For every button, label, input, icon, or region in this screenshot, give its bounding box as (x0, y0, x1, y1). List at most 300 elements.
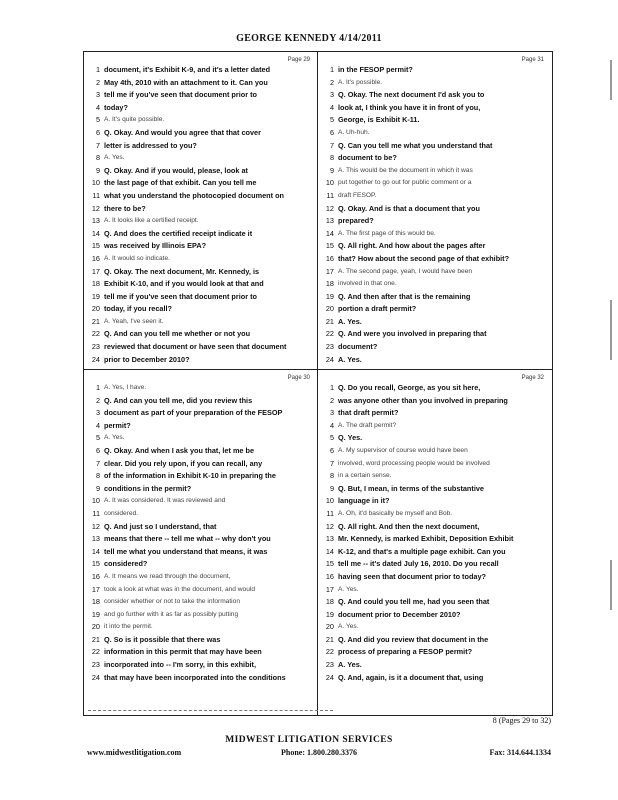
transcript-line (84, 215, 316, 228)
line-text: took a look at what was in the document, and would (104, 585, 256, 593)
line-text: Q. And were you involved in preparing that (338, 329, 487, 339)
line-text: A. The first page of this would be. (338, 229, 436, 237)
line-number: 10 (325, 178, 334, 188)
line-number: 22 (91, 329, 100, 339)
line-number: 22 (325, 329, 334, 339)
line-text: draft FESOP. (338, 191, 377, 199)
transcript-line (84, 659, 316, 672)
transcript-grid (83, 51, 553, 716)
transcript-line (84, 445, 316, 458)
transcript-line (84, 278, 316, 291)
line-number: 15 (91, 559, 100, 569)
line-text: A. Yes, I have. (104, 384, 147, 391)
line-text: it into the permit. (104, 623, 153, 631)
line-text: information in this permit that may have been (104, 647, 262, 657)
transcript-line (84, 546, 316, 559)
page-label: Page 30 (287, 375, 310, 381)
transcript-line (318, 395, 550, 408)
line-number: 13 (325, 534, 334, 544)
page-label: Page 29 (287, 57, 310, 63)
line-number: 5 (329, 115, 334, 125)
line-text: today? (104, 102, 128, 112)
line-number: 19 (91, 291, 100, 301)
transcript-line (318, 672, 550, 685)
transcript-line (318, 445, 550, 458)
line-number: 12 (325, 203, 334, 213)
transcript-line (318, 621, 550, 634)
transcript-line (84, 508, 316, 521)
line-text: process of preparing a FESOP permit? (338, 647, 473, 657)
line-number: 8 (329, 471, 334, 481)
line-text: Q. Can you tell me what you understand that (338, 140, 493, 150)
line-number: 16 (325, 253, 334, 263)
line-number: 14 (325, 228, 334, 238)
line-number: 11 (92, 190, 100, 200)
line-number: 15 (325, 559, 334, 569)
line-text: Q. And does the certified receipt indicate it (104, 228, 253, 238)
line-number: 10 (91, 496, 100, 506)
line-number: 24 (91, 354, 100, 364)
line-text: tell me what you understand that means, it was (104, 546, 268, 556)
line-number: 13 (91, 216, 100, 226)
line-text: in a certain sense. (338, 472, 392, 480)
line-number: 1 (95, 383, 100, 392)
line-number: 2 (329, 77, 334, 87)
line-number: 23 (91, 342, 100, 352)
line-number: 4 (95, 102, 100, 112)
line-number: 17 (91, 584, 100, 594)
line-number: 23 (91, 660, 100, 670)
line-text: A. Yes. (338, 316, 362, 326)
transcript-line (84, 253, 316, 266)
transcript-line (318, 558, 550, 571)
transcript-line (318, 303, 550, 316)
line-number: 3 (329, 90, 334, 100)
line-text: the last page of that exhibit. Can you tell me (104, 178, 257, 188)
transcript-line (84, 634, 316, 647)
line-text: A. Yes. (338, 623, 359, 631)
scan-edge-mark (610, 560, 612, 610)
transcript-line (318, 102, 550, 115)
line-number: 7 (329, 140, 334, 150)
line-text: Q. All right. And how about the pages after (338, 241, 486, 251)
transcript-line (84, 127, 316, 140)
transcript-line (84, 395, 316, 408)
transcript-lines (84, 64, 316, 366)
line-number: 22 (325, 647, 334, 657)
line-text: was received by Illinois EPA? (104, 241, 207, 251)
line-text: considered? (104, 559, 148, 569)
line-number: 18 (91, 279, 100, 289)
transcript-line (318, 546, 550, 559)
transcript-line (318, 495, 550, 508)
transcript-line (318, 203, 550, 216)
line-text: A. Yes. (338, 660, 362, 670)
line-text: what you understand the photocopied document on (104, 190, 284, 200)
transcript-line (84, 533, 316, 546)
line-text: involved, word processing people would be involved (338, 459, 490, 467)
transcript-line (84, 316, 316, 329)
transcript-line (84, 64, 316, 77)
transcript-page-29 (84, 52, 316, 368)
line-text: Q. So is it possible that there was (104, 634, 221, 644)
line-text: Exhibit K-10, and if you would look at that and (104, 279, 264, 289)
company-name: MIDWEST LITIGATION SERVICES (225, 735, 393, 745)
line-text: A. The draft permit? (338, 421, 397, 429)
line-number: 7 (329, 458, 334, 468)
line-number: 20 (325, 622, 334, 632)
transcript-line (84, 328, 316, 341)
line-number: 21 (325, 634, 334, 644)
line-text: Q. And could you tell me, had you seen that (338, 597, 490, 607)
transcript-line (84, 432, 316, 445)
transcript-line (318, 634, 550, 647)
line-number: 18 (91, 597, 100, 607)
transcript-line (318, 127, 550, 140)
line-text: prepared? (338, 216, 374, 226)
transcript-line (318, 316, 550, 329)
transcript-line (84, 102, 316, 115)
line-text: A. My supervisor of course would have been (338, 446, 468, 454)
transcript-line (318, 228, 550, 241)
transcript-line (318, 508, 550, 521)
line-text: Q. And, again, is it a document that, using (338, 672, 484, 682)
line-text: reviewed that document or have seen that document (104, 342, 287, 352)
line-number: 14 (91, 228, 100, 238)
line-number: 10 (325, 496, 334, 506)
line-text: tell me if you've seen that document prior to (104, 291, 257, 301)
line-number: 13 (325, 216, 334, 226)
line-number: 2 (95, 395, 100, 405)
line-number: 18 (325, 279, 334, 289)
transcript-line (318, 77, 550, 90)
transcript-line (84, 495, 316, 508)
line-text: clear. Did you rely upon, if you can recall, any (104, 458, 263, 468)
line-text: language in it? (338, 496, 390, 506)
line-text: document to be? (338, 153, 397, 163)
line-text: Q. But, I mean, in terms of the substantive (338, 483, 484, 493)
document-title: GEORGE KENNEDY 4/14/2011 (236, 33, 382, 44)
transcript-line (84, 521, 316, 534)
fax-number: Fax: 314.644.1334 (489, 748, 551, 757)
line-number: 4 (329, 102, 334, 112)
line-text: portion a draft permit? (338, 304, 417, 314)
line-number: 22 (91, 647, 100, 657)
line-text: today, if you recall? (104, 304, 172, 314)
transcript-line (318, 584, 550, 597)
line-number: 20 (91, 304, 100, 314)
line-text: Q. Yes. (338, 433, 363, 443)
transcript-line (318, 190, 550, 203)
line-number: 14 (325, 546, 334, 556)
line-text: K-12, and that's a multiple page exhibit. Can you (338, 546, 506, 556)
transcript-line (84, 382, 316, 395)
transcript-line (84, 240, 316, 253)
line-number: 11 (92, 508, 100, 518)
line-text: Q. Do you recall, George, as you sit here, (338, 383, 481, 392)
line-number: 16 (325, 571, 334, 581)
line-text: A. Oh, it'd basically be myself and Bob. (338, 509, 453, 517)
transcript-page-30 (84, 370, 316, 686)
page-label: Page 32 (521, 375, 544, 381)
transcript-line (84, 558, 316, 571)
line-text: A. Yes. (104, 434, 125, 442)
line-text: document? (338, 342, 378, 352)
line-number: 23 (325, 342, 334, 352)
line-number: 2 (329, 395, 334, 405)
transcript-line (318, 89, 550, 102)
transcript-line (84, 672, 316, 685)
line-text: A. It's possible. (338, 78, 383, 86)
line-text: tell me if you've seen that document prior to (104, 90, 257, 100)
transcript-line (84, 341, 316, 354)
transcript-line (318, 328, 550, 341)
line-number: 7 (95, 140, 100, 150)
transcript-line (84, 228, 316, 241)
line-number: 9 (329, 483, 334, 493)
transcript-line (84, 584, 316, 597)
transcript-line (318, 114, 550, 127)
line-number: 3 (329, 408, 334, 418)
transcript-line (84, 140, 316, 153)
transcript-line (84, 203, 316, 216)
line-text: A. It would so indicate. (104, 254, 170, 262)
transcript-line (84, 596, 316, 609)
line-text: A. This would be the document in which it was (338, 166, 473, 174)
transcript-line (318, 659, 550, 672)
line-text: Q. All right. And then the next document, (338, 521, 480, 531)
line-number: 1 (329, 383, 334, 392)
line-text: A. Yes. (338, 354, 362, 364)
transcript-line (318, 240, 550, 253)
line-text: Q. Okay. And would you agree that that cover (104, 127, 261, 137)
line-number: 20 (91, 622, 100, 632)
transcript-line (318, 521, 550, 534)
line-number: 23 (325, 660, 334, 670)
line-text: A. The second page, yeah, I would have been (338, 267, 473, 275)
line-number: 3 (95, 90, 100, 100)
line-text: Q. Okay. The next document I'd ask you to (338, 90, 485, 100)
line-text: A. Uh-huh. (338, 128, 370, 136)
line-number: 8 (95, 471, 100, 481)
line-number: 10 (91, 178, 100, 188)
line-number: 17 (91, 266, 100, 276)
line-text: incorporated into -- I'm sorry, in this exhibit, (104, 660, 257, 670)
transcript-line (318, 533, 550, 546)
transcript-line (318, 64, 550, 77)
line-number: 14 (91, 546, 100, 556)
line-number: 4 (95, 420, 100, 430)
line-text: consider whether or not to take the information (104, 598, 240, 606)
transcript-page-31 (318, 52, 550, 368)
transcript-line (84, 483, 316, 496)
line-number: 9 (329, 165, 334, 175)
line-number: 19 (325, 609, 334, 619)
transcript-line (84, 571, 316, 584)
line-number: 24 (91, 672, 100, 682)
transcript-line (84, 291, 316, 304)
line-number: 24 (325, 354, 334, 364)
line-text: A. Yeah, I've seen it. (104, 317, 164, 325)
line-number: 12 (91, 203, 100, 213)
transcript-line (318, 253, 550, 266)
transcript-line (84, 165, 316, 178)
line-number: 17 (325, 584, 334, 594)
line-number: 17 (325, 266, 334, 276)
transcript-line (318, 266, 550, 279)
transcript-line (84, 646, 316, 659)
line-text: Q. Okay. And when I ask you that, let me be (104, 445, 255, 455)
transcript-line (318, 177, 550, 190)
line-number: 12 (91, 521, 100, 531)
transcript-line (84, 609, 316, 622)
line-text: A. It was considered. It was reviewed and (104, 497, 226, 505)
line-number: 1 (329, 65, 334, 74)
transcript-lines (318, 382, 550, 684)
transcript-line (84, 114, 316, 127)
line-text: was anyone other than you involved in preparing (338, 395, 508, 405)
line-text: Q. And can you tell me whether or not you (104, 329, 251, 339)
line-text: Mr. Kennedy, is marked Exhibit, Deposition Exhibit (338, 534, 514, 544)
line-text: A. Yes. (338, 585, 359, 593)
line-text: Q. And then after that is the remaining (338, 291, 471, 301)
transcript-line (318, 165, 550, 178)
transcript-line (318, 215, 550, 228)
line-text: having seen that document prior to today? (338, 571, 486, 581)
line-number: 18 (325, 597, 334, 607)
transcript-line (318, 278, 550, 291)
line-number: 6 (329, 127, 334, 137)
line-text: A. It looks like a certified receipt. (104, 217, 199, 225)
line-text: document prior to December 2010? (338, 609, 461, 619)
line-number: 21 (91, 634, 100, 644)
transcript-line (318, 571, 550, 584)
line-number: 6 (95, 127, 100, 137)
line-text: Q. And can you tell me, did you review this (104, 395, 253, 405)
transcript-line (84, 354, 316, 367)
transcript-line (84, 303, 316, 316)
line-text: that? How about the second page of that exhibit? (338, 253, 510, 263)
line-number: 9 (95, 165, 100, 175)
transcript-line (318, 140, 550, 153)
line-text: tell me -- it's dated July 16, 2010. Do you recall (338, 559, 499, 569)
transcript-line (318, 382, 550, 395)
line-number: 8 (95, 153, 100, 163)
line-number: 19 (91, 609, 100, 619)
line-number: 16 (91, 571, 100, 581)
transcript-page-32 (318, 370, 550, 686)
scan-edge-mark (610, 300, 612, 360)
line-text: document, it's Exhibit K-9, and it's a letter dated (104, 65, 271, 74)
transcript-line (318, 291, 550, 304)
line-text: there to be? (104, 203, 146, 213)
line-number: 5 (329, 433, 334, 443)
transcript-line (318, 470, 550, 483)
line-number: 20 (325, 304, 334, 314)
line-text: letter is addressed to you? (104, 140, 197, 150)
line-text: put together to go out for public comment or a (338, 179, 472, 187)
transcript-line (84, 407, 316, 420)
line-number: 9 (95, 483, 100, 493)
line-number: 11 (326, 508, 334, 518)
line-number: 5 (95, 115, 100, 125)
line-number: 6 (95, 445, 100, 455)
transcript-line (84, 458, 316, 471)
line-text: of the information in Exhibit K-10 in preparing the (104, 471, 276, 481)
line-text: conditions in the permit? (104, 483, 192, 493)
line-text: A. It's quite possible. (104, 116, 165, 124)
line-text: permit? (104, 420, 131, 430)
line-text: considered. (104, 509, 139, 517)
transcript-line (318, 646, 550, 659)
line-number: 2 (95, 77, 100, 87)
website-link[interactable]: www.midwestlitigation.com (87, 748, 182, 757)
transcript-line (318, 432, 550, 445)
line-text: May 4th, 2010 with an attachment to it. Can you (104, 77, 268, 87)
line-number: 13 (91, 534, 100, 544)
transcript-line (318, 354, 550, 367)
line-number: 5 (95, 433, 100, 443)
transcript-lines (318, 64, 550, 366)
line-text: that may have been incorporated into the conditions (104, 672, 286, 682)
line-text: Q. And did you review that document in the (338, 634, 489, 644)
line-text: Q. And just so I understand, that (104, 521, 217, 531)
line-number: 12 (325, 521, 334, 531)
line-number: 1 (95, 65, 100, 74)
transcript-line (318, 420, 550, 433)
transcript-line (318, 483, 550, 496)
phone-number: Phone: 1.800.280.3376 (281, 748, 357, 757)
line-text: involved in that one. (338, 280, 397, 288)
transcript-line (84, 77, 316, 90)
scan-artifact-line (88, 710, 333, 711)
transcript-line (84, 89, 316, 102)
transcript-line (318, 596, 550, 609)
line-number: 15 (325, 241, 334, 251)
line-number: 21 (325, 316, 334, 326)
line-text: means that there -- tell me what -- why don't you (104, 534, 271, 544)
line-text: Q. Okay. And is that a document that you (338, 203, 480, 213)
line-text: Q. Okay. And if you would, please, look at (104, 165, 248, 175)
line-number: 16 (91, 253, 100, 263)
line-number: 19 (325, 291, 334, 301)
transcript-line (318, 458, 550, 471)
transcript-line (318, 341, 550, 354)
line-number: 7 (95, 458, 100, 468)
line-text: look at, I think you have it in front of you, (338, 102, 481, 112)
page-label: Page 31 (521, 57, 544, 63)
transcript-line (84, 190, 316, 203)
line-text: prior to December 2010? (104, 354, 190, 364)
transcript-line (84, 266, 316, 279)
line-number: 11 (326, 190, 334, 200)
line-number: 24 (325, 672, 334, 682)
transcript-line (318, 152, 550, 165)
transcript-lines (84, 382, 316, 684)
transcript-line (84, 470, 316, 483)
line-text: A. It means we read through the document, (104, 572, 231, 580)
line-number: 6 (329, 445, 334, 455)
line-text: document as part of your preparation of the FESOP (104, 408, 283, 418)
transcript-line (318, 609, 550, 622)
line-number: 8 (329, 153, 334, 163)
line-number: 21 (91, 316, 100, 326)
transcript-line (318, 407, 550, 420)
line-text: George, is Exhibit K-11. (338, 115, 420, 125)
line-number: 15 (91, 241, 100, 251)
line-number: 3 (95, 408, 100, 418)
transcript-line (84, 152, 316, 165)
